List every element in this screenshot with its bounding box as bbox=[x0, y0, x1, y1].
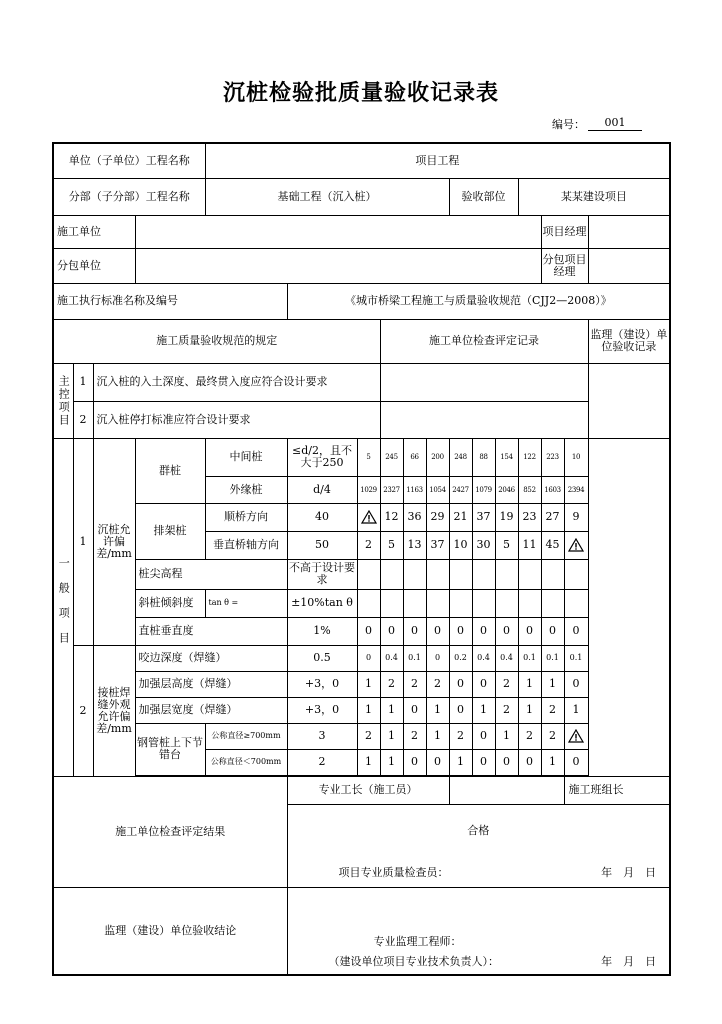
value-cell: 2394 bbox=[564, 476, 588, 503]
value-cell: 0 bbox=[472, 671, 495, 697]
subcontractor-label: 分包单位 bbox=[53, 248, 135, 283]
pm-value bbox=[588, 215, 670, 248]
value-cell: 0.4 bbox=[472, 645, 495, 671]
undercut-name: 咬边深度（焊缝） bbox=[135, 645, 287, 671]
value-cell bbox=[426, 589, 449, 617]
value-cell: 0 bbox=[564, 749, 588, 775]
value-cell bbox=[403, 559, 426, 589]
value-cell: 2 bbox=[541, 697, 564, 723]
value-cell: 245 bbox=[380, 438, 403, 476]
value-cell bbox=[449, 589, 472, 617]
value-cell: 0 bbox=[472, 749, 495, 775]
value-cell bbox=[518, 589, 541, 617]
value-cell: 0 bbox=[449, 697, 472, 723]
constructor-value bbox=[135, 215, 541, 248]
value-cell: 1029 bbox=[357, 476, 380, 503]
value-cell bbox=[357, 589, 380, 617]
value-cell: 1 bbox=[380, 749, 403, 775]
standard-label: 施工执行标准名称及编号 bbox=[53, 283, 287, 319]
outer-pile-name: 外缘桩 bbox=[205, 476, 287, 503]
owner-label: （建设单位项目专业技术负责人）： bbox=[328, 954, 499, 968]
value-cell: 0 bbox=[426, 749, 449, 775]
value-cell: 1 bbox=[449, 749, 472, 775]
main-item-text: 沉入桩的入土深度、最终贯入度应符合设计要求 bbox=[93, 363, 380, 401]
value-cell: 1 bbox=[357, 697, 380, 723]
eval-date: 年 月 日 bbox=[601, 865, 657, 879]
middle-pile-std: ≤d/2，且不大于250 bbox=[287, 438, 357, 476]
value-cell bbox=[426, 559, 449, 589]
value-cell bbox=[380, 559, 403, 589]
accept-part-value: 某某建设项目 bbox=[518, 178, 670, 215]
unit-name-label: 单位（子单位）工程名称 bbox=[53, 143, 205, 178]
middle-pile-name: 中间桩 bbox=[205, 438, 287, 476]
engineer-label: 专业监理工程师： bbox=[373, 934, 462, 948]
value-cell: 5 bbox=[357, 438, 380, 476]
value-cell: 0 bbox=[426, 645, 449, 671]
value-cell: 0 bbox=[564, 617, 588, 645]
value-cell: 2 bbox=[426, 671, 449, 697]
value-cell: 19 bbox=[495, 503, 518, 531]
value-cell: 1 bbox=[426, 697, 449, 723]
value-cell: 0 bbox=[449, 617, 472, 645]
value-cell: 2 bbox=[403, 723, 426, 749]
value-cell: 1 bbox=[541, 671, 564, 697]
value-cell bbox=[380, 589, 403, 617]
supervision-area bbox=[287, 887, 670, 975]
value-cell bbox=[495, 589, 518, 617]
value-cell: 0.4 bbox=[495, 645, 518, 671]
value-cell: 0.2 bbox=[449, 645, 472, 671]
along-bridge-std: 40 bbox=[287, 503, 357, 531]
value-cell: 0.1 bbox=[518, 645, 541, 671]
straight-std: 1% bbox=[287, 617, 357, 645]
value-cell bbox=[518, 559, 541, 589]
value-cell: 0 bbox=[426, 617, 449, 645]
value-cell: 2046 bbox=[495, 476, 518, 503]
value-cell: 88 bbox=[472, 438, 495, 476]
check-column-header: 施工单位检查评定记录 bbox=[380, 319, 588, 363]
value-cell: 66 bbox=[403, 438, 426, 476]
value-cell bbox=[472, 559, 495, 589]
value-cell: 0 bbox=[541, 617, 564, 645]
value-cell: 0 bbox=[518, 749, 541, 775]
steel-pile-label: 钢管桩上下节错台 bbox=[135, 723, 205, 775]
value-cell: 29 bbox=[426, 503, 449, 531]
slope-std: ±10%tan θ bbox=[287, 589, 357, 617]
diameter-ge-name: 公称直径≥700mm bbox=[205, 723, 287, 749]
value-cell: 2 bbox=[357, 723, 380, 749]
value-cell: 852 bbox=[518, 476, 541, 503]
general-items-category: 一般项目 bbox=[53, 438, 73, 776]
reinforce-height-name: 加强层高度（焊缝） bbox=[135, 671, 287, 697]
value-cell: 0 bbox=[564, 671, 588, 697]
value-cell: 154 bbox=[495, 438, 518, 476]
undercut-std: 0.5 bbox=[287, 645, 357, 671]
serial-label: 编号： bbox=[552, 118, 585, 131]
value-cell: 223 bbox=[541, 438, 564, 476]
value-cell: 0 bbox=[495, 749, 518, 775]
main-item-no: 1 bbox=[73, 363, 93, 401]
sub-project-value: 基础工程（沉入桩） bbox=[205, 178, 449, 215]
value-cell: 45 bbox=[541, 531, 564, 559]
value-cell: 13 bbox=[403, 531, 426, 559]
outer-pile-std: d/4 bbox=[287, 476, 357, 503]
value-cell: 2 bbox=[380, 671, 403, 697]
diameter-ge-std: 3 bbox=[287, 723, 357, 749]
main-item-record bbox=[380, 363, 588, 401]
spec-column-header: 施工质量验收规范的规定 bbox=[53, 319, 380, 363]
foreman-label: 专业工长（施工员） bbox=[287, 776, 449, 804]
value-cell: 11 bbox=[518, 531, 541, 559]
perp-bridge-std: 50 bbox=[287, 531, 357, 559]
value-cell bbox=[495, 559, 518, 589]
value-cell: 0.1 bbox=[403, 645, 426, 671]
value-cell: 2 bbox=[495, 697, 518, 723]
eval-area bbox=[287, 804, 670, 887]
value-cell: 1054 bbox=[426, 476, 449, 503]
eval-label: 施工单位检查评定结果 bbox=[53, 776, 287, 887]
unit-name-value: 项目工程 bbox=[205, 143, 670, 178]
value-cell: 12 bbox=[380, 503, 403, 531]
value-cell: 10 bbox=[449, 531, 472, 559]
reinforce-width-name: 加强层宽度（焊缝） bbox=[135, 697, 287, 723]
main-item-no: 2 bbox=[73, 401, 93, 438]
pm-label: 项目经理 bbox=[541, 215, 588, 248]
diameter-lt-std: 2 bbox=[287, 749, 357, 775]
value-cell: 122 bbox=[518, 438, 541, 476]
main-item-supervision bbox=[588, 363, 670, 438]
team-leader-label: 施工班组长 bbox=[564, 776, 670, 804]
reinforce-width-std: +3，0 bbox=[287, 697, 357, 723]
g1-no: 1 bbox=[73, 438, 93, 645]
accept-part-label: 验收部位 bbox=[449, 178, 518, 215]
value-cell: 1 bbox=[472, 697, 495, 723]
value-cell: 36 bbox=[403, 503, 426, 531]
pile-tip-std: 不高于设计要求 bbox=[287, 559, 357, 589]
value-cell: 0 bbox=[380, 617, 403, 645]
subcontractor-value bbox=[135, 248, 541, 283]
warning-icon bbox=[564, 531, 588, 559]
value-cell: 1 bbox=[357, 671, 380, 697]
value-cell: 37 bbox=[472, 503, 495, 531]
sub-project-label: 分部（子分部）工程名称 bbox=[53, 178, 205, 215]
value-cell bbox=[472, 589, 495, 617]
value-cell: 1 bbox=[495, 723, 518, 749]
value-cell: 2 bbox=[403, 671, 426, 697]
value-cell: 1163 bbox=[403, 476, 426, 503]
value-cell: 0.1 bbox=[564, 645, 588, 671]
value-cell: 1 bbox=[380, 723, 403, 749]
group-pile-label: 群桩 bbox=[135, 438, 205, 503]
value-cell: 2 bbox=[495, 671, 518, 697]
value-cell: 1 bbox=[518, 671, 541, 697]
value-cell bbox=[541, 589, 564, 617]
standard-value: 《城市桥梁工程施工与质量验收规范（CJJ2—2008）》 bbox=[287, 283, 670, 319]
value-cell: 2 bbox=[357, 531, 380, 559]
value-cell: 1 bbox=[518, 697, 541, 723]
value-cell: 1 bbox=[426, 723, 449, 749]
supervision-label: 监理（建设）单位验收结论 bbox=[53, 887, 287, 975]
main-item-text: 沉入桩停打标准应符合设计要求 bbox=[93, 401, 380, 438]
slope-name: 斜桩倾斜度 bbox=[135, 589, 205, 617]
supervision-date: 年 月 日 bbox=[601, 954, 657, 968]
reinforce-height-std: +3，0 bbox=[287, 671, 357, 697]
page-title: 沉桩检验批质量验收记录表 bbox=[222, 81, 499, 106]
g1-label: 沉桩允许偏差/mm bbox=[93, 438, 135, 645]
along-bridge-name: 顺桥方向 bbox=[205, 503, 287, 531]
value-cell: 37 bbox=[426, 531, 449, 559]
value-cell: 0.1 bbox=[541, 645, 564, 671]
value-cell: 0 bbox=[403, 697, 426, 723]
value-cell: 10 bbox=[564, 438, 588, 476]
value-cell: 2427 bbox=[449, 476, 472, 503]
value-cell: 23 bbox=[518, 503, 541, 531]
general-supervision bbox=[588, 438, 670, 776]
diameter-lt-name: 公称直径＜700mm bbox=[205, 749, 287, 775]
value-cell: 1079 bbox=[472, 476, 495, 503]
main-item-record bbox=[380, 401, 588, 438]
constructor-label: 施工单位 bbox=[53, 215, 135, 248]
straight-name: 直桩垂直度 bbox=[135, 617, 287, 645]
value-cell: 0 bbox=[403, 617, 426, 645]
value-cell: 5 bbox=[495, 531, 518, 559]
perp-bridge-name: 垂直桥轴方向 bbox=[205, 531, 287, 559]
value-cell: 5 bbox=[380, 531, 403, 559]
sub-pm-label: 分包项目经理 bbox=[541, 248, 588, 283]
warning-icon bbox=[357, 503, 380, 531]
value-cell: 27 bbox=[541, 503, 564, 531]
value-cell: 1603 bbox=[541, 476, 564, 503]
inspection-table bbox=[52, 142, 671, 976]
slope-tan-label: tan θ = bbox=[205, 589, 287, 617]
g2-no: 2 bbox=[73, 645, 93, 776]
warning-icon bbox=[564, 723, 588, 749]
value-cell: 2327 bbox=[380, 476, 403, 503]
value-cell bbox=[564, 589, 588, 617]
value-cell bbox=[541, 559, 564, 589]
value-cell: 0 bbox=[518, 617, 541, 645]
eval-result: 合格 bbox=[467, 823, 490, 837]
value-cell: 21 bbox=[449, 503, 472, 531]
value-cell: 0 bbox=[403, 749, 426, 775]
value-cell bbox=[564, 559, 588, 589]
sub-pm-value bbox=[588, 248, 670, 283]
g2-label: 接桩焊缝外观允许偏差/mm bbox=[93, 645, 135, 776]
value-cell: 0 bbox=[449, 671, 472, 697]
value-cell: 0 bbox=[472, 723, 495, 749]
value-cell: 1 bbox=[564, 697, 588, 723]
value-cell bbox=[357, 559, 380, 589]
value-cell: 2 bbox=[541, 723, 564, 749]
value-cell bbox=[403, 589, 426, 617]
foreman-value bbox=[449, 776, 564, 804]
value-cell: 0.4 bbox=[380, 645, 403, 671]
inspector-label: 项目专业质量检查员： bbox=[338, 865, 449, 879]
value-cell: 2 bbox=[449, 723, 472, 749]
value-cell: 0 bbox=[357, 645, 380, 671]
main-items-category: 主控项目 bbox=[53, 363, 73, 438]
serial-value: 001 bbox=[588, 116, 642, 131]
value-cell: 1 bbox=[357, 749, 380, 775]
value-cell: 0 bbox=[357, 617, 380, 645]
value-cell: 1 bbox=[380, 697, 403, 723]
value-cell: 0 bbox=[495, 617, 518, 645]
value-cell: 200 bbox=[426, 438, 449, 476]
bent-pile-label: 排架桩 bbox=[135, 503, 205, 559]
pile-tip-name: 桩尖高程 bbox=[135, 559, 287, 589]
value-cell bbox=[449, 559, 472, 589]
value-cell: 248 bbox=[449, 438, 472, 476]
value-cell: 9 bbox=[564, 503, 588, 531]
value-cell: 30 bbox=[472, 531, 495, 559]
value-cell: 0 bbox=[472, 617, 495, 645]
supervision-column-header: 监理（建设）单位验收记录 bbox=[588, 319, 670, 363]
value-cell: 2 bbox=[518, 723, 541, 749]
value-cell: 1 bbox=[541, 749, 564, 775]
